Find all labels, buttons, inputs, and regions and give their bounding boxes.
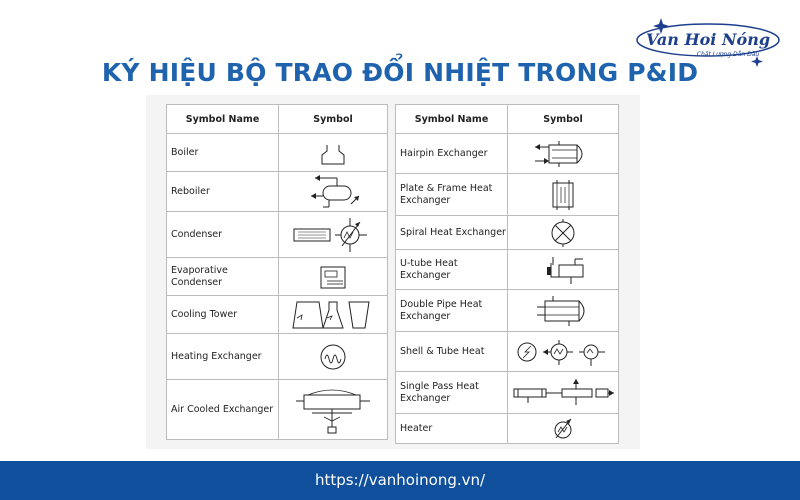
symbol-name: Heating Exchanger	[167, 334, 279, 380]
symbol-name: Air Cooled Exchanger	[167, 380, 279, 440]
symbol-name: Shell & Tube Heat	[396, 332, 508, 372]
u-tube-exchanger-icon	[523, 253, 603, 287]
table-row	[396, 174, 619, 216]
symbol-name: Double Pipe Heat Exchanger	[396, 290, 508, 332]
symbol-name: Cooling Tower	[167, 296, 279, 334]
condenser-icon	[288, 214, 378, 256]
logo-name: Van Hoi Nóng	[645, 30, 771, 49]
column-header-symbol: Symbol	[508, 105, 619, 134]
symbol-name: Plate & Frame Heat Exchanger	[396, 174, 508, 216]
table-header-row	[167, 105, 388, 134]
table-row	[396, 414, 619, 444]
table-row	[396, 134, 619, 174]
heater-icon	[523, 415, 603, 443]
table-row	[396, 290, 619, 332]
hairpin-exchanger-icon	[523, 137, 603, 171]
reboiler-icon	[293, 174, 373, 210]
table-row	[167, 380, 388, 440]
page-title: KÝ HIỆU BỘ TRAO ĐỔI NHIỆT TRONG P&ID	[101, 58, 699, 87]
spiral-exchanger-icon	[523, 218, 603, 248]
column-header-symbol: Symbol	[279, 105, 388, 134]
table-row	[396, 332, 619, 372]
table-row	[396, 250, 619, 290]
footer-bar	[0, 461, 800, 500]
symbol-name: Single Pass Heat Exchanger	[396, 372, 508, 414]
symbol-name: Boiler	[167, 134, 279, 172]
brand-logo[interactable]	[633, 10, 793, 70]
table-row	[167, 134, 388, 172]
column-header-symbol-name: Symbol Name	[396, 105, 508, 134]
table-row	[167, 334, 388, 380]
boiler-icon	[293, 137, 373, 169]
table-header-row	[396, 105, 619, 134]
column-header-symbol-name: Symbol Name	[167, 105, 279, 134]
table-row	[167, 212, 388, 258]
heating-exchanger-icon	[293, 339, 373, 375]
symbol-name: Reboiler	[167, 172, 279, 212]
logo-tagline: Chất Lượng Dẫn Đầu	[696, 51, 760, 58]
symbol-name: U-tube Heat Exchanger	[396, 250, 508, 290]
symbol-name: Spiral Heat Exchanger	[396, 216, 508, 250]
air-cooled-exchanger-icon	[288, 383, 378, 437]
table-row	[167, 258, 388, 296]
symbol-name: Evaporative Condenser	[167, 258, 279, 296]
single-pass-exchanger-icon	[510, 375, 616, 411]
symbol-name: Hairpin Exchanger	[396, 134, 508, 174]
cooling-tower-icon	[285, 298, 381, 332]
symbol-table-left	[166, 104, 388, 440]
evaporative-condenser-icon	[293, 261, 373, 293]
table-row	[167, 296, 388, 334]
plate-frame-exchanger-icon	[523, 177, 603, 213]
symbol-name: Heater	[396, 414, 508, 444]
double-pipe-exchanger-icon	[523, 293, 603, 329]
shell-tube-exchanger-icon	[513, 334, 613, 370]
website-link[interactable]: https://vanhoinong.vn/	[314, 471, 486, 489]
table-row	[396, 216, 619, 250]
table-row	[167, 172, 388, 212]
symbol-table-right	[395, 104, 619, 444]
symbol-name: Condenser	[167, 212, 279, 258]
table-row	[396, 372, 619, 414]
